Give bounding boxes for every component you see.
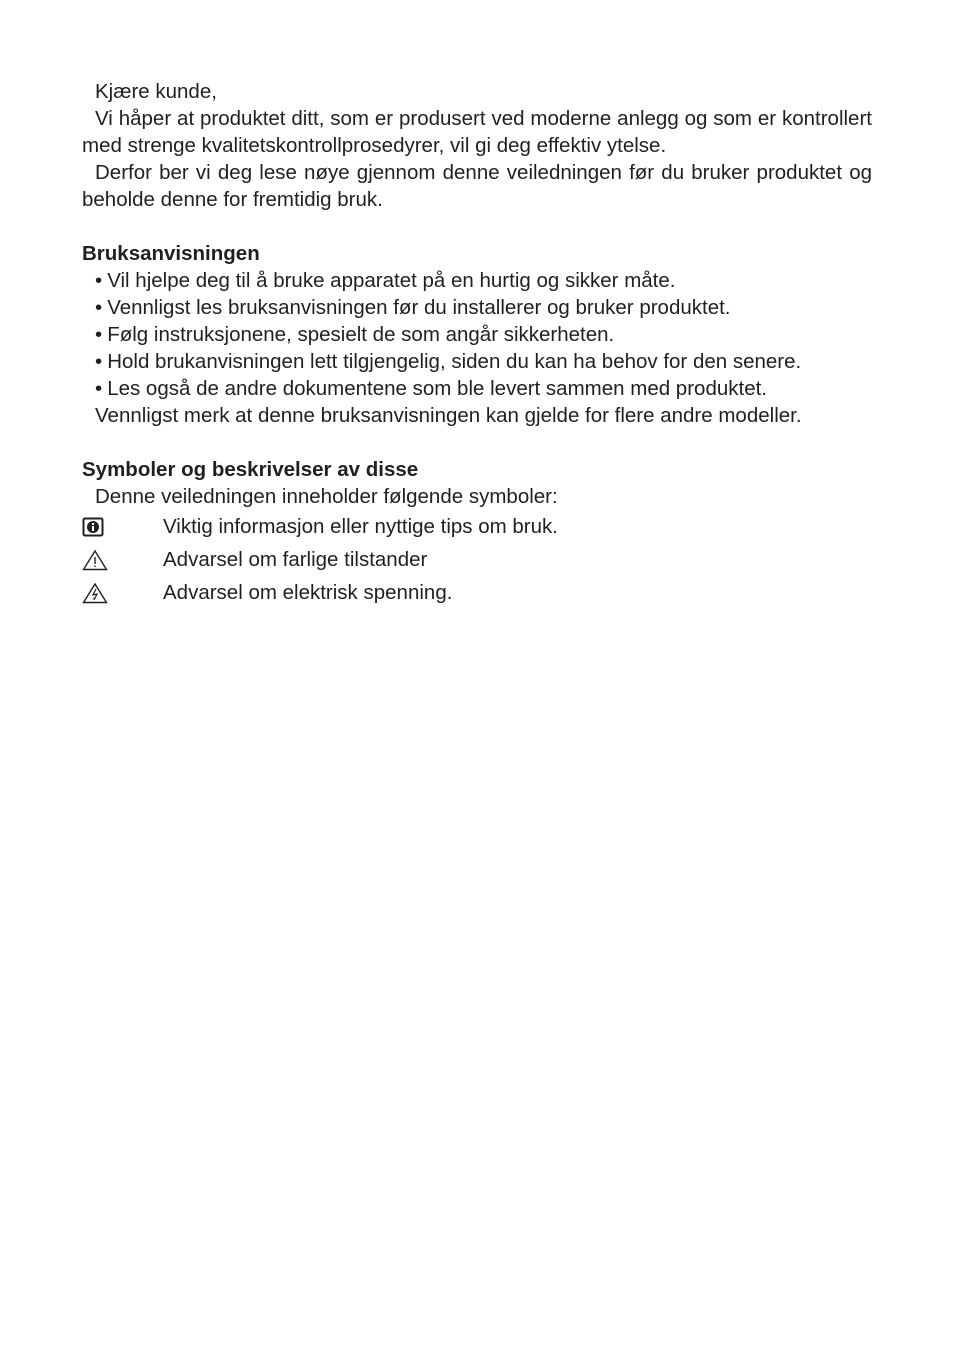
manual-bullet-list bbox=[82, 267, 872, 402]
bullet-text: Les også de andre dokumentene som ble levert sammen med produktet. bbox=[107, 377, 767, 400]
manual-note: Vennligst merk at denne bruksanvisningen kan gjelde for flere andre modeller. bbox=[95, 404, 802, 427]
bullet-text: Hold brukanvisningen lett tilgjengelig, siden du kan ha behov for den senere. bbox=[107, 350, 802, 373]
warning-triangle-icon bbox=[82, 549, 163, 571]
symbol-description: Advarsel om elektrisk spenning. bbox=[163, 581, 453, 604]
symbol-description: Advarsel om farlige tilstander bbox=[163, 548, 428, 571]
list-item: • Følg instruksjonene, spesielt de som angår sikkerheten. bbox=[95, 323, 615, 346]
symbol-description: Viktig informasjon eller nyttige tips om bruk. bbox=[163, 515, 558, 538]
symbol-row-info bbox=[82, 510, 872, 543]
symbols-section bbox=[82, 456, 872, 609]
bullet-text: Følg instruksjonene, spesielt de som angår sikkerheten. bbox=[107, 323, 615, 346]
info-icon bbox=[82, 517, 163, 537]
list-item: • Vil hjelpe deg til å bruke apparatet på en hurtig og sikker måte. bbox=[95, 269, 676, 292]
list-item: • Vennligst les bruksanvisningen før du installerer og bruker produktet. bbox=[95, 296, 731, 319]
symbols-intro: Denne veiledningen inneholder følgende symboler: bbox=[95, 485, 558, 508]
manual-heading: Bruksanvisningen bbox=[82, 242, 260, 265]
intro-paragraph-2: Derfor ber vi deg lese nøye gjennom denne veiledningen før du bruker produktet og beholde denne for fremtidig bruk. bbox=[82, 161, 872, 211]
electric-warning-icon bbox=[82, 582, 163, 604]
list-item: • Hold brukanvisningen lett tilgjengelig, siden du kan ha behov for den senere. bbox=[95, 350, 802, 373]
document-page bbox=[82, 78, 872, 609]
symbols-heading: Symboler og beskrivelser av disse bbox=[82, 458, 419, 481]
bullet-text: Vennligst les bruksanvisningen før du installerer og bruker produktet. bbox=[107, 296, 731, 319]
list-item: • Les også de andre dokumentene som ble levert sammen med produktet. bbox=[95, 377, 767, 400]
bullet-text: Vil hjelpe deg til å bruke apparatet på en hurtig og sikker måte. bbox=[107, 269, 676, 292]
symbol-row-warning bbox=[82, 543, 872, 576]
manual-section bbox=[82, 240, 872, 429]
intro-paragraph-1: Vi håper at produktet ditt, som er produsert ved moderne anlegg og som er kontrollert med strenge kvalitetskontrollprosedyrer, vil gi deg effektiv ytelse. bbox=[82, 107, 872, 157]
greeting: Kjære kunde, bbox=[95, 80, 217, 103]
intro-section bbox=[82, 78, 872, 213]
symbol-row-electric bbox=[82, 576, 872, 609]
